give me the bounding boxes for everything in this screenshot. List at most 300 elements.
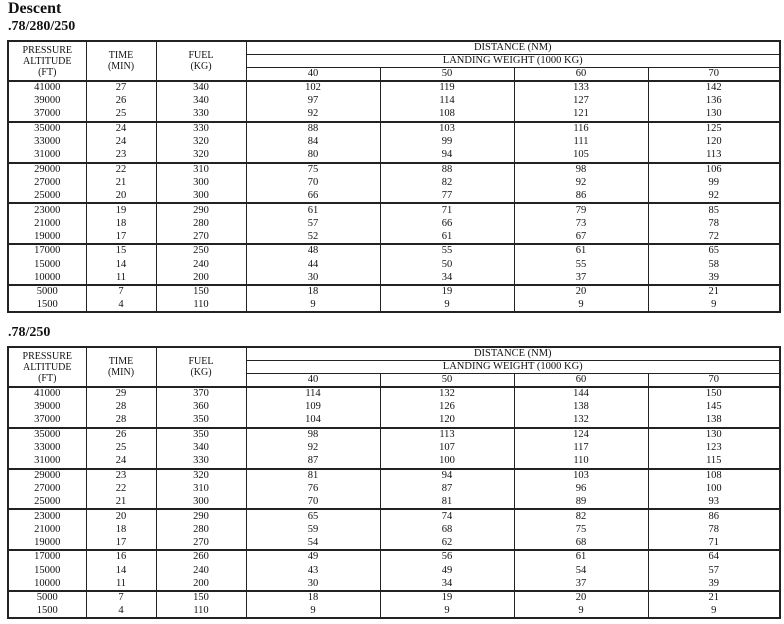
table-cell: 98 — [514, 163, 648, 177]
table-cell: 37000 — [8, 414, 86, 428]
time-header-line: TIME — [108, 356, 134, 367]
table-row — [8, 401, 780, 415]
table-cell: 100 — [380, 455, 514, 469]
table-row — [8, 190, 780, 204]
table-cell: 94 — [380, 469, 514, 483]
section-title-2: .78/250 — [8, 325, 51, 340]
table-cell: 65 — [246, 509, 380, 523]
table-cell: 99 — [648, 176, 780, 190]
table-cell: 9 — [380, 299, 514, 313]
table-cell: 29000 — [8, 469, 86, 483]
table-cell: 145 — [648, 401, 780, 415]
table-cell: 280 — [156, 523, 246, 537]
table-row — [8, 135, 780, 149]
table-cell: 27000 — [8, 482, 86, 496]
table-row — [8, 496, 780, 510]
table-cell: 102 — [246, 81, 380, 95]
table-cell: 18 — [86, 217, 156, 231]
table-cell: 27 — [86, 81, 156, 95]
weight-col-header: 40 — [246, 68, 380, 82]
pressure-altitude-header — [8, 347, 86, 387]
table-cell: 92 — [246, 108, 380, 122]
table-cell: 370 — [156, 387, 246, 401]
table-cell: 75 — [514, 523, 648, 537]
weight-col-header: 50 — [380, 374, 514, 388]
table-cell: 144 — [514, 387, 648, 401]
table-cell: 9 — [246, 605, 380, 619]
table-cell: 142 — [648, 81, 780, 95]
table-cell: 260 — [156, 550, 246, 564]
table-cell: 25 — [86, 441, 156, 455]
table-cell: 88 — [380, 163, 514, 177]
table-cell: 17000 — [8, 550, 86, 564]
table-cell: 270 — [156, 231, 246, 245]
fuel-header-line: FUEL — [188, 356, 214, 367]
table-cell: 72 — [648, 231, 780, 245]
table-cell: 23000 — [8, 509, 86, 523]
table-cell: 21000 — [8, 217, 86, 231]
table-cell: 26 — [86, 428, 156, 442]
table-cell: 28 — [86, 401, 156, 415]
table-cell: 132 — [380, 387, 514, 401]
table-cell: 99 — [380, 135, 514, 149]
table-cell: 22 — [86, 482, 156, 496]
fuel-header-line: FUEL — [188, 50, 214, 61]
table-cell: 78 — [648, 217, 780, 231]
table-cell: 86 — [514, 190, 648, 204]
table-cell: 106 — [648, 163, 780, 177]
weight-col-header: 50 — [380, 68, 514, 82]
table-cell: 280 — [156, 217, 246, 231]
landing-weight-header: LANDING WEIGHT (1000 KG) — [246, 55, 780, 68]
table-cell: 74 — [380, 509, 514, 523]
table-cell: 5000 — [8, 591, 86, 605]
table-cell: 16 — [86, 550, 156, 564]
table-cell: 37000 — [8, 108, 86, 122]
table-cell: 35000 — [8, 428, 86, 442]
table-cell: 21 — [648, 285, 780, 299]
table-cell: 340 — [156, 81, 246, 95]
table-cell: 9 — [648, 605, 780, 619]
table-cell: 37 — [514, 271, 648, 285]
table-cell: 350 — [156, 428, 246, 442]
table-cell: 70 — [246, 176, 380, 190]
pressure-altitude-header — [8, 41, 86, 81]
table-cell: 113 — [648, 149, 780, 163]
table-cell: 15 — [86, 244, 156, 258]
table-cell: 35000 — [8, 122, 86, 136]
table-row — [8, 414, 780, 428]
table-cell: 58 — [648, 258, 780, 272]
table-cell: 136 — [648, 95, 780, 109]
table-cell: 66 — [246, 190, 380, 204]
table-cell: 61 — [380, 231, 514, 245]
table-row — [8, 387, 780, 401]
table-cell: 120 — [380, 414, 514, 428]
table-cell: 50 — [380, 258, 514, 272]
table-cell: 24 — [86, 122, 156, 136]
table-cell: 78 — [648, 523, 780, 537]
table-cell: 61 — [514, 550, 648, 564]
table-cell: 103 — [514, 469, 648, 483]
table-cell: 108 — [380, 108, 514, 122]
weight-col-header: 70 — [648, 68, 780, 82]
pressure-altitude-header-line: PRESSURE — [22, 44, 72, 56]
table-cell: 14 — [86, 564, 156, 578]
table-cell: 19 — [380, 591, 514, 605]
table-cell: 30 — [246, 577, 380, 591]
table-cell: 138 — [514, 401, 648, 415]
table-cell: 123 — [648, 441, 780, 455]
table-cell: 33000 — [8, 135, 86, 149]
table-cell: 7 — [86, 591, 156, 605]
table-cell: 81 — [380, 496, 514, 510]
table-cell: 20 — [86, 190, 156, 204]
table-cell: 19 — [380, 285, 514, 299]
table-cell: 9 — [514, 299, 648, 313]
table-cell: 320 — [156, 149, 246, 163]
table-cell: 7 — [86, 285, 156, 299]
table-row — [8, 428, 780, 442]
distance-header: DISTANCE (NM) — [246, 41, 780, 55]
section-title-1: .78/280/250 — [8, 19, 76, 34]
table-cell: 20 — [514, 591, 648, 605]
table-cell: 71 — [648, 537, 780, 551]
table-cell: 41000 — [8, 81, 86, 95]
time-header — [86, 347, 156, 387]
table-cell: 110 — [156, 299, 246, 313]
table-cell: 77 — [380, 190, 514, 204]
table-cell: 133 — [514, 81, 648, 95]
table-cell: 92 — [514, 176, 648, 190]
table-cell: 117 — [514, 441, 648, 455]
table-cell: 17 — [86, 231, 156, 245]
table-cell: 19 — [86, 203, 156, 217]
table-row — [8, 95, 780, 109]
table-row — [8, 523, 780, 537]
table-cell: 18 — [86, 523, 156, 537]
table-cell: 105 — [514, 149, 648, 163]
table-cell: 39000 — [8, 401, 86, 415]
table-cell: 240 — [156, 564, 246, 578]
table-cell: 330 — [156, 108, 246, 122]
table-cell: 93 — [648, 496, 780, 510]
table-cell: 31000 — [8, 149, 86, 163]
table-cell: 9 — [246, 299, 380, 313]
table-cell: 11 — [86, 577, 156, 591]
table-cell: 55 — [380, 244, 514, 258]
table-cell: 67 — [514, 231, 648, 245]
table-cell: 23 — [86, 149, 156, 163]
table-cell: 24 — [86, 455, 156, 469]
table-cell: 132 — [514, 414, 648, 428]
table-cell: 120 — [648, 135, 780, 149]
table-cell: 4 — [86, 605, 156, 619]
table-row — [8, 591, 780, 605]
table-cell: 82 — [380, 176, 514, 190]
table-cell: 29 — [86, 387, 156, 401]
table-cell: 37 — [514, 577, 648, 591]
table-cell: 300 — [156, 190, 246, 204]
table-cell: 61 — [246, 203, 380, 217]
time-header — [86, 41, 156, 81]
time-header-line: (MIN) — [107, 367, 135, 378]
table-cell: 25 — [86, 108, 156, 122]
table-cell: 54 — [514, 564, 648, 578]
table-cell: 103 — [380, 122, 514, 136]
table-row — [8, 550, 780, 564]
table-cell: 130 — [648, 428, 780, 442]
table-cell: 114 — [246, 387, 380, 401]
pressure-altitude-header-line: (FT) — [38, 372, 57, 384]
table-header — [8, 41, 780, 81]
table-cell: 66 — [380, 217, 514, 231]
table-cell: 22 — [86, 163, 156, 177]
table-cell: 290 — [156, 509, 246, 523]
table-cell: 75 — [246, 163, 380, 177]
table-cell: 15000 — [8, 258, 86, 272]
table-cell: 114 — [380, 95, 514, 109]
landing-weight-header: LANDING WEIGHT (1000 KG) — [246, 361, 780, 374]
table-cell: 55 — [514, 258, 648, 272]
table-cell: 96 — [514, 482, 648, 496]
table-cell: 56 — [380, 550, 514, 564]
table-cell: 80 — [246, 149, 380, 163]
table-cell: 150 — [156, 591, 246, 605]
table-cell: 70 — [246, 496, 380, 510]
table-cell: 150 — [156, 285, 246, 299]
table-row — [8, 203, 780, 217]
table-cell: 31000 — [8, 455, 86, 469]
table-row — [8, 149, 780, 163]
table-row — [8, 258, 780, 272]
table-cell: 19000 — [8, 231, 86, 245]
weight-col-header: 40 — [246, 374, 380, 388]
table-cell: 18 — [246, 591, 380, 605]
table-cell: 9 — [380, 605, 514, 619]
table-cell: 17 — [86, 537, 156, 551]
table-cell: 94 — [380, 149, 514, 163]
table-cell: 71 — [380, 203, 514, 217]
table-cell: 87 — [380, 482, 514, 496]
table-cell: 43 — [246, 564, 380, 578]
table-cell: 68 — [380, 523, 514, 537]
table-cell: 76 — [246, 482, 380, 496]
table-cell: 360 — [156, 401, 246, 415]
table-row — [8, 176, 780, 190]
table-cell: 29000 — [8, 163, 86, 177]
table-cell: 64 — [648, 550, 780, 564]
table-cell: 200 — [156, 271, 246, 285]
table-cell: 5000 — [8, 285, 86, 299]
table-cell: 92 — [648, 190, 780, 204]
table-cell: 48 — [246, 244, 380, 258]
table-row — [8, 231, 780, 245]
table-cell: 61 — [514, 244, 648, 258]
table-cell: 110 — [514, 455, 648, 469]
descent-table-2 — [7, 346, 781, 619]
table-cell: 4 — [86, 299, 156, 313]
fuel-header-line: (KG) — [190, 367, 212, 378]
table-row — [8, 441, 780, 455]
pressure-altitude-header-line: ALTITUDE — [22, 361, 72, 373]
table-cell: 49 — [380, 564, 514, 578]
distance-header: DISTANCE (NM) — [246, 347, 780, 361]
table-cell: 86 — [648, 509, 780, 523]
table-cell: 65 — [648, 244, 780, 258]
table-cell: 310 — [156, 482, 246, 496]
table-cell: 300 — [156, 496, 246, 510]
table-cell: 17000 — [8, 244, 86, 258]
table-cell: 19000 — [8, 537, 86, 551]
table-cell: 49 — [246, 550, 380, 564]
table-row — [8, 108, 780, 122]
table-cell: 320 — [156, 135, 246, 149]
table-cell: 79 — [514, 203, 648, 217]
table-cell: 119 — [380, 81, 514, 95]
table-cell: 73 — [514, 217, 648, 231]
table-cell: 340 — [156, 441, 246, 455]
table-cell: 23000 — [8, 203, 86, 217]
table-cell: 150 — [648, 387, 780, 401]
table-cell: 39 — [648, 271, 780, 285]
table-cell: 113 — [380, 428, 514, 442]
table-cell: 250 — [156, 244, 246, 258]
table-cell: 15000 — [8, 564, 86, 578]
table-cell: 9 — [648, 299, 780, 313]
table-cell: 21000 — [8, 523, 86, 537]
table-cell: 27000 — [8, 176, 86, 190]
table-cell: 240 — [156, 258, 246, 272]
table-row — [8, 537, 780, 551]
table-row — [8, 271, 780, 285]
table-cell: 85 — [648, 203, 780, 217]
table-cell: 89 — [514, 496, 648, 510]
weight-col-header: 60 — [514, 374, 648, 388]
weight-col-header: 60 — [514, 68, 648, 82]
table-cell: 320 — [156, 469, 246, 483]
table-row — [8, 217, 780, 231]
pressure-altitude-header-line: (FT) — [38, 66, 57, 78]
table-cell: 24 — [86, 135, 156, 149]
table-cell: 124 — [514, 428, 648, 442]
table-cell: 126 — [380, 401, 514, 415]
table-cell: 107 — [380, 441, 514, 455]
page-title: Descent — [8, 0, 62, 17]
table-row — [8, 285, 780, 299]
table-row — [8, 244, 780, 258]
table-cell: 10000 — [8, 577, 86, 591]
table-cell: 34 — [380, 577, 514, 591]
table-cell: 116 — [514, 122, 648, 136]
table-cell: 57 — [246, 217, 380, 231]
table-cell: 88 — [246, 122, 380, 136]
table-cell: 41000 — [8, 387, 86, 401]
table-cell: 340 — [156, 95, 246, 109]
table-cell: 23 — [86, 469, 156, 483]
table-cell: 300 — [156, 176, 246, 190]
table-cell: 109 — [246, 401, 380, 415]
table-cell: 104 — [246, 414, 380, 428]
table-cell: 21 — [648, 591, 780, 605]
table-cell: 25000 — [8, 190, 86, 204]
fuel-header — [156, 41, 246, 81]
table-cell: 330 — [156, 122, 246, 136]
table-cell: 26 — [86, 95, 156, 109]
table-cell: 20 — [86, 509, 156, 523]
table-cell: 39 — [648, 577, 780, 591]
table-cell: 18 — [246, 285, 380, 299]
fuel-header-line: (KG) — [190, 61, 212, 72]
table-cell: 68 — [514, 537, 648, 551]
table-cell: 28 — [86, 414, 156, 428]
time-header-line: TIME — [108, 50, 134, 61]
table-cell: 1500 — [8, 605, 86, 619]
table-cell: 21 — [86, 176, 156, 190]
table-row — [8, 81, 780, 95]
table-cell: 138 — [648, 414, 780, 428]
table-cell: 25000 — [8, 496, 86, 510]
table-cell: 115 — [648, 455, 780, 469]
table-cell: 11 — [86, 271, 156, 285]
table-cell: 20 — [514, 285, 648, 299]
table-cell: 57 — [648, 564, 780, 578]
table-cell: 350 — [156, 414, 246, 428]
table-cell: 1500 — [8, 299, 86, 313]
table-cell: 98 — [246, 428, 380, 442]
table-row — [8, 163, 780, 177]
table-cell: 59 — [246, 523, 380, 537]
table-cell: 97 — [246, 95, 380, 109]
table-cell: 81 — [246, 469, 380, 483]
table-cell: 270 — [156, 537, 246, 551]
table-cell: 121 — [514, 108, 648, 122]
time-header-line: (MIN) — [107, 61, 135, 72]
table-cell: 10000 — [8, 271, 86, 285]
table-cell: 84 — [246, 135, 380, 149]
table-row — [8, 455, 780, 469]
weight-col-header: 70 — [648, 374, 780, 388]
table-cell: 125 — [648, 122, 780, 136]
table-row — [8, 299, 780, 313]
table-cell: 310 — [156, 163, 246, 177]
table-row — [8, 482, 780, 496]
table-cell: 82 — [514, 509, 648, 523]
table-cell: 54 — [246, 537, 380, 551]
table-cell: 130 — [648, 108, 780, 122]
table-cell: 9 — [514, 605, 648, 619]
table-cell: 62 — [380, 537, 514, 551]
table-row — [8, 469, 780, 483]
table-cell: 127 — [514, 95, 648, 109]
pressure-altitude-header-line: PRESSURE — [22, 350, 72, 362]
table-cell: 33000 — [8, 441, 86, 455]
table-cell: 92 — [246, 441, 380, 455]
descent-table-1 — [7, 40, 781, 313]
table-cell: 330 — [156, 455, 246, 469]
table-header — [8, 347, 780, 387]
table-cell: 52 — [246, 231, 380, 245]
table-cell: 21 — [86, 496, 156, 510]
table-row — [8, 509, 780, 523]
table-cell: 30 — [246, 271, 380, 285]
table-row — [8, 122, 780, 136]
pressure-altitude-header-line: ALTITUDE — [22, 55, 72, 67]
table-cell: 111 — [514, 135, 648, 149]
table-row — [8, 577, 780, 591]
table-cell: 100 — [648, 482, 780, 496]
table-cell: 290 — [156, 203, 246, 217]
